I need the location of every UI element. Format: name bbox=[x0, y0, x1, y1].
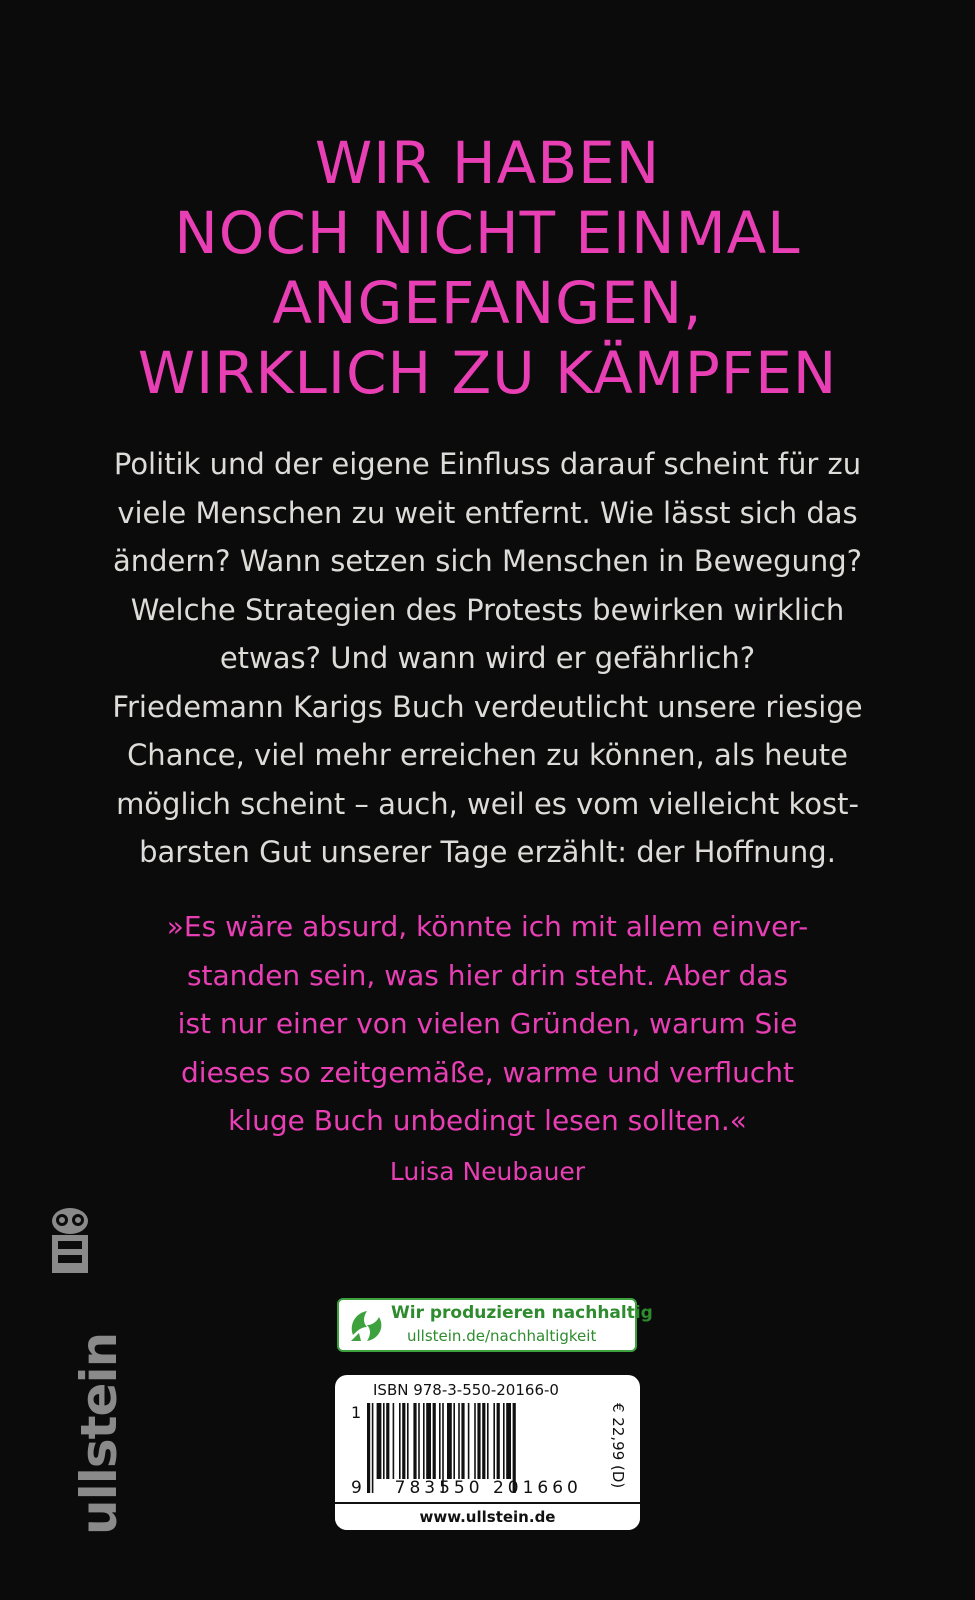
barcode-bar bbox=[383, 1403, 385, 1479]
barcode-bar bbox=[402, 1403, 405, 1479]
barcode-bar bbox=[482, 1403, 485, 1479]
barcode-label bbox=[335, 1375, 640, 1530]
barcode-bar bbox=[393, 1403, 395, 1479]
barcode-bar bbox=[493, 1403, 495, 1479]
headline-line: ANGEFANGEN, bbox=[272, 269, 703, 337]
barcode-bar bbox=[377, 1403, 382, 1479]
quote-line: kluge Buch unbedingt lesen sollten.« bbox=[228, 1104, 747, 1137]
quote-line: standen sein, was hier drin steht. Aber das bbox=[186, 958, 789, 992]
isbn-number: ISBN 978-3-550-20166-0 bbox=[373, 1381, 559, 1399]
headline-line: WIRKLICH ZU KÄMPFEN bbox=[137, 339, 838, 407]
barcode-digits bbox=[351, 1478, 582, 1498]
blurb-line: Welche Strategien des Protests bewirken wirklich bbox=[130, 592, 845, 627]
headline-line: WIR HABEN bbox=[314, 129, 661, 197]
barcode-top-digit: 1 bbox=[351, 1403, 362, 1422]
barcode-bar bbox=[474, 1403, 476, 1479]
eco-badge bbox=[337, 1298, 653, 1352]
quote-line: ist nur einer von vielen Gründen, warum Sie bbox=[177, 1007, 798, 1040]
review-quote bbox=[120, 903, 855, 1146]
barcode-number: 783550 201660 bbox=[394, 1478, 582, 1498]
barcode-bar bbox=[439, 1403, 441, 1479]
barcode-bar bbox=[468, 1403, 470, 1479]
blurb-line: viele Menschen zu weit entfernt. Wie lässt sich das bbox=[117, 495, 858, 530]
blurb-line: Friedemann Karigs Buch verdeutlicht unsere riesige bbox=[112, 689, 863, 724]
barcode-bar bbox=[506, 1403, 511, 1479]
barcode-bar bbox=[497, 1403, 500, 1479]
quote-author: Luisa Neubauer bbox=[389, 1157, 586, 1186]
website-label: www.ullstein.de bbox=[335, 1502, 640, 1530]
quote-line: »Es wäre absurd, könnte ich mit allem einver- bbox=[166, 910, 809, 943]
price-label: € 22,99 (D) bbox=[609, 1403, 627, 1489]
barcode-bar bbox=[423, 1403, 425, 1479]
blurb-line: ändern? Wann setzen sich Menschen in Bewegung? bbox=[112, 544, 863, 578]
barcode-bar bbox=[461, 1403, 464, 1479]
barcode-bar bbox=[407, 1403, 409, 1479]
barcode-bar bbox=[413, 1403, 416, 1479]
barcode-first-digit: 9 bbox=[351, 1478, 366, 1498]
barcode-bar bbox=[426, 1403, 431, 1479]
barcode-bar bbox=[418, 1403, 420, 1479]
owl-icon bbox=[48, 1205, 92, 1277]
blurb-line: Politik und der eigene Einfluss darauf scheint für zu bbox=[113, 447, 862, 481]
blurb-line: etwas? Und wann wird er gefährlich? bbox=[219, 641, 756, 675]
publisher-logo: ullstein bbox=[70, 1332, 128, 1535]
barcode-bar bbox=[447, 1403, 452, 1479]
recycle-leaf-icon bbox=[345, 1305, 387, 1347]
blurb-line: Chance, viel mehr erreichen zu können, als heute bbox=[127, 738, 848, 772]
headline bbox=[0, 128, 975, 408]
blurb-line: barsten Gut unserer Tage erzählt: der Hoffnung. bbox=[139, 835, 836, 869]
blurb-line: möglich scheint – auch, weil es vom vielleicht kost- bbox=[116, 786, 859, 821]
barcode-bar bbox=[477, 1403, 480, 1479]
headline-line: NOCH NICHT EINMAL bbox=[174, 199, 801, 267]
barcode-bar bbox=[458, 1403, 460, 1479]
barcode-bar bbox=[503, 1403, 505, 1479]
blurb-text bbox=[100, 440, 875, 877]
barcode-bar bbox=[433, 1403, 436, 1479]
eco-url: ullstein.de/nachhaltigkeit bbox=[407, 1327, 597, 1345]
barcode-bar bbox=[453, 1403, 455, 1479]
barcode-bar bbox=[487, 1403, 489, 1479]
barcode-bar bbox=[386, 1403, 389, 1479]
quote-line: dieses so zeitgemäße, warme und verflucht bbox=[181, 1055, 794, 1089]
barcode-bar bbox=[399, 1403, 401, 1479]
eco-title: Wir produzieren nachhaltig bbox=[391, 1303, 653, 1323]
